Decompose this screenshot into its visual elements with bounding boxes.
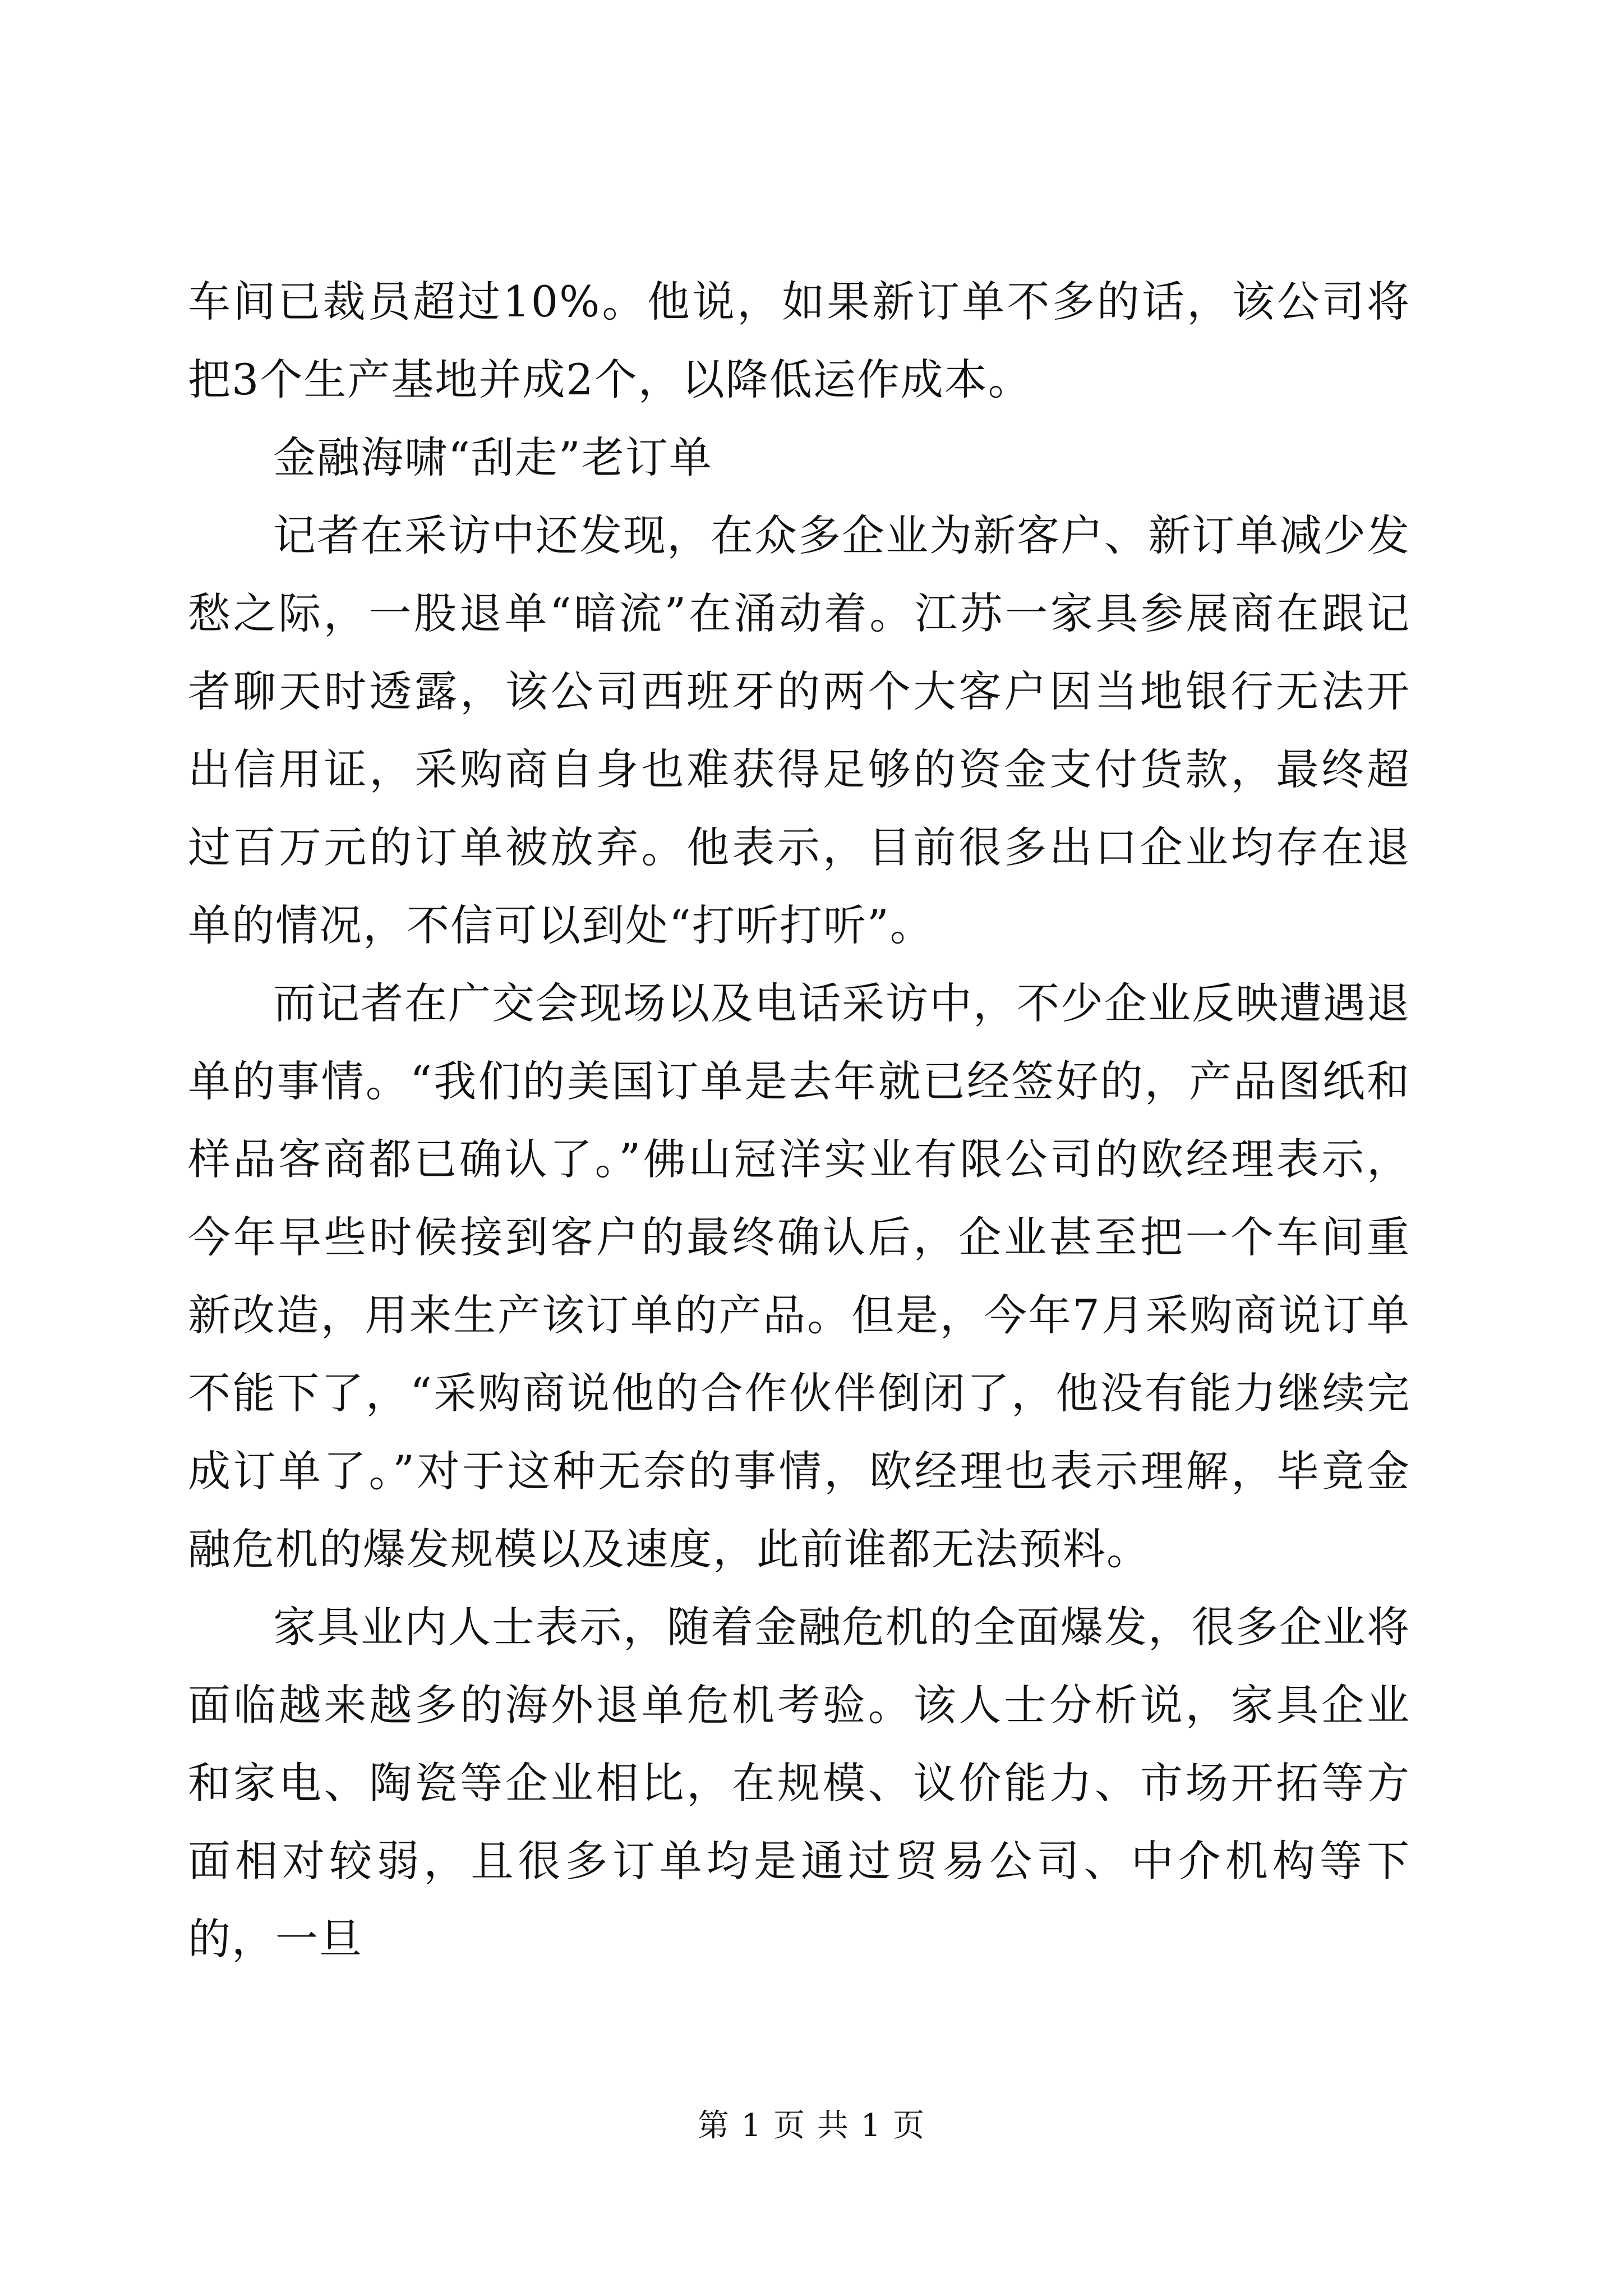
- section-heading: 金融海啸“刮走”老订单: [273, 432, 713, 482]
- paragraph-canton-fair: 而记者在广交会现场以及电话采访中，不少企业反映遭遇退单的事情。“我们的美国订单是去年就已经签好的，产品图纸和样品客商都已确认了。”佛山冠洋实业有限公司的欧经理表示，今年早些时候接到客户的最终确认后，企业甚至把一个车间重新改造，用来生产该订单的产品。但是，今年7月采购商说订单不能下了，“采购商说他的合作伙伴倒闭了，他没有能力继续完成订单了。”对于这种无奈的事情，欧经理也表示理解，毕竟金融危机的爆发规模以及速度，此前谁都无法预料。: [188, 978, 1410, 1574]
- document-body: [188, 263, 1410, 1978]
- paragraph-industry-insider: 家具业内人士表示，随着金融危机的全面爆发，很多企业将面临越来越多的海外退单危机考验。该人士分析说，家具企业和家电、陶瓷等企业相比，在规模、议价能力、市场开拓等方面相对较弱，且很多订单均是通过贸易公司、中介机构等下的，一旦: [188, 1602, 1410, 1964]
- page-number-footer: 第 1 页 共 1 页: [697, 2108, 926, 2144]
- paragraph-continuation: 车间已裁员超过10%。他说，如果新订单不多的话，该公司将把3个生产基地并成2个，以降低运作成本。: [188, 277, 1410, 404]
- paragraph-reporter-findings: 记者在采访中还发现，在众多企业为新客户、新订单减少发愁之际，一股退单“暗流”在涌动着。江苏一家具参展商在跟记者聊天时透露，该公司西班牙的两个大客户因当地银行无法开出信用证，采购商自身也难获得足够的资金支付货款，最终超过百万元的订单被放弃。他表示，目前很多出口企业均存在退单的情况，不信可以到处“打听打听”。: [188, 510, 1410, 950]
